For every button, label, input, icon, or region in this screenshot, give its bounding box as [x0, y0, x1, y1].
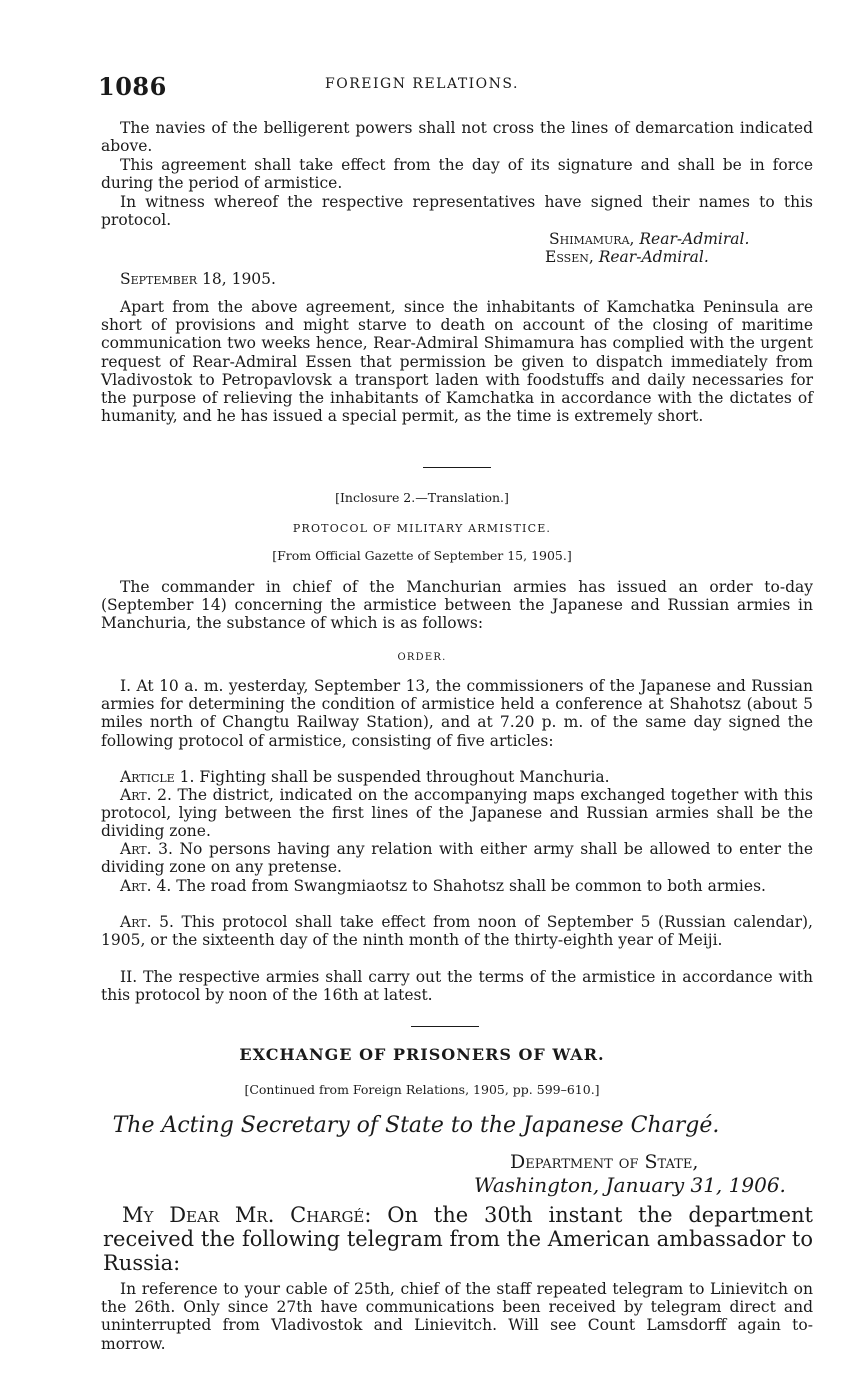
- letter-body: [103, 1203, 813, 1275]
- signature-title: Rear-Admiral.: [598, 248, 709, 266]
- article-label: Art. 2.: [120, 786, 172, 804]
- article-label: Art. 3.: [120, 840, 173, 858]
- paragraph-commander: The commander in chief of the Manchurian armies has issued an order to-day (September 14) concerning the armistice between the Japanese and Russian armies in Manchuria, the substance of which is as follows:: [101, 578, 813, 633]
- continued-note: [Continued from Foreign Relations, 1905, pp. 599–610.]: [244, 1082, 600, 1097]
- article-text: The road from Swangmiaotsz to Shahotsz shall be common to both armies.: [176, 877, 766, 895]
- page-number: 1086: [98, 72, 167, 101]
- article-text: The district, indicated on the accompanying maps exchanged together with this protocol, lying between the first lines of the Japanese and Russian armies shall be the dividing zone.: [101, 786, 813, 841]
- paragraph-agreement: This agreement shall take effect from the day of its signature and shall be in force during the period of armistice.: [101, 156, 813, 193]
- section-divider: [423, 467, 491, 468]
- order-heading: ORDER.: [397, 652, 447, 663]
- salutation: My Dear Mr. Chargé:: [122, 1203, 372, 1227]
- article-5: [101, 913, 813, 949]
- order-item-2: II. The respective armies shall carry out the terms of the armistice in accordance with this protocol by noon of the 16th at latest.: [101, 968, 813, 1005]
- article-text: Fighting shall be suspended throughout Manchuria.: [199, 768, 610, 786]
- signature-essen: [545, 248, 709, 266]
- article-2: [101, 786, 813, 841]
- article-text: This protocol shall take effect from noon of September 5 (Russian calendar), 1905, or the sixteenth day of the ninth month of the thirty-eighth year of Meiji.: [101, 913, 813, 950]
- signature-shimamura: [549, 230, 749, 248]
- article-label: Art. 4.: [120, 877, 172, 895]
- date-line: September 18, 1905.: [120, 270, 276, 288]
- order-item-1: I. At 10 a. m. yesterday, September 13, the commissioners of the Japanese and Russian armies for determining the condition of armistice held a conference at Shahotsz (about 5 miles north of Changtu Railway Station), and at 7.20 p. m. of the same day signed the following protocol of armistice, consisting of five articles:: [101, 677, 813, 750]
- letter-body-text: On the 30th instant the department received the following telegram from the American ambassador to Russia:: [103, 1203, 813, 1275]
- gazette-source: [From Official Gazette of September 15, 1905.]: [272, 548, 572, 563]
- paragraph-navies: The navies of the belligerent powers shall not cross the lines of demarcation indicated above.: [101, 119, 813, 156]
- article-label: Article 1.: [120, 768, 195, 786]
- paragraph-kamchatka: Apart from the above agreement, since the inhabitants of Kamchatka Peninsula are short of provisions and might starve to death on account of the closing of maritime communication two weeks hence, Rear-Admiral Shimamura has complied with the urgent request of Rear-Admiral Essen that permission be given to dispatch immediately from Vladivostok to Petropavlovsk a transport laden with foodstuffs and daily necessaries for the purpose of relieving the inhabitants of Kamchatka in accordance with the dictates of humanity, and he has issued a special permit, as the time is extremely short.: [101, 298, 813, 426]
- signature-name: Essen,: [545, 248, 594, 266]
- signature-title: Rear-Admiral.: [639, 230, 750, 248]
- paragraph-witness: In witness whereof the respective representatives have signed their names to this protocol.: [101, 193, 813, 230]
- place-date-line: Washington, January 31, 1906.: [474, 1173, 786, 1197]
- article-3: [101, 840, 813, 876]
- article-1: [101, 768, 813, 786]
- letter-title: The Acting Secretary of State to the Japanese Chargé.: [112, 1113, 720, 1138]
- article-label: Art. 5.: [120, 913, 174, 931]
- signature-name: Shimamura,: [549, 230, 635, 248]
- inclosure-label: [Inclosure 2.—Translation.]: [335, 490, 509, 505]
- article-text: No persons having any relation with either army shall be allowed to enter the dividing zone on any pretense.: [101, 840, 813, 877]
- telegram-quote: In reference to your cable of 25th, chief of the staff repeated telegram to Linievitch on the 26th. Only since 27th have communications been received by telegram direct and uninterrupted from Vladivostok and Linievitch. Will see Count Lamsdorff again to-morrow.: [101, 1280, 813, 1353]
- article-4: [101, 877, 813, 895]
- protocol-title: PROTOCOL OF MILITARY ARMISTICE.: [292, 522, 552, 535]
- department-line: Department of State,: [510, 1151, 699, 1173]
- exchange-heading: EXCHANGE OF PRISONERS OF WAR.: [239, 1045, 605, 1064]
- running-title: FOREIGN RELATIONS.: [325, 76, 519, 92]
- section-divider: [411, 1026, 479, 1027]
